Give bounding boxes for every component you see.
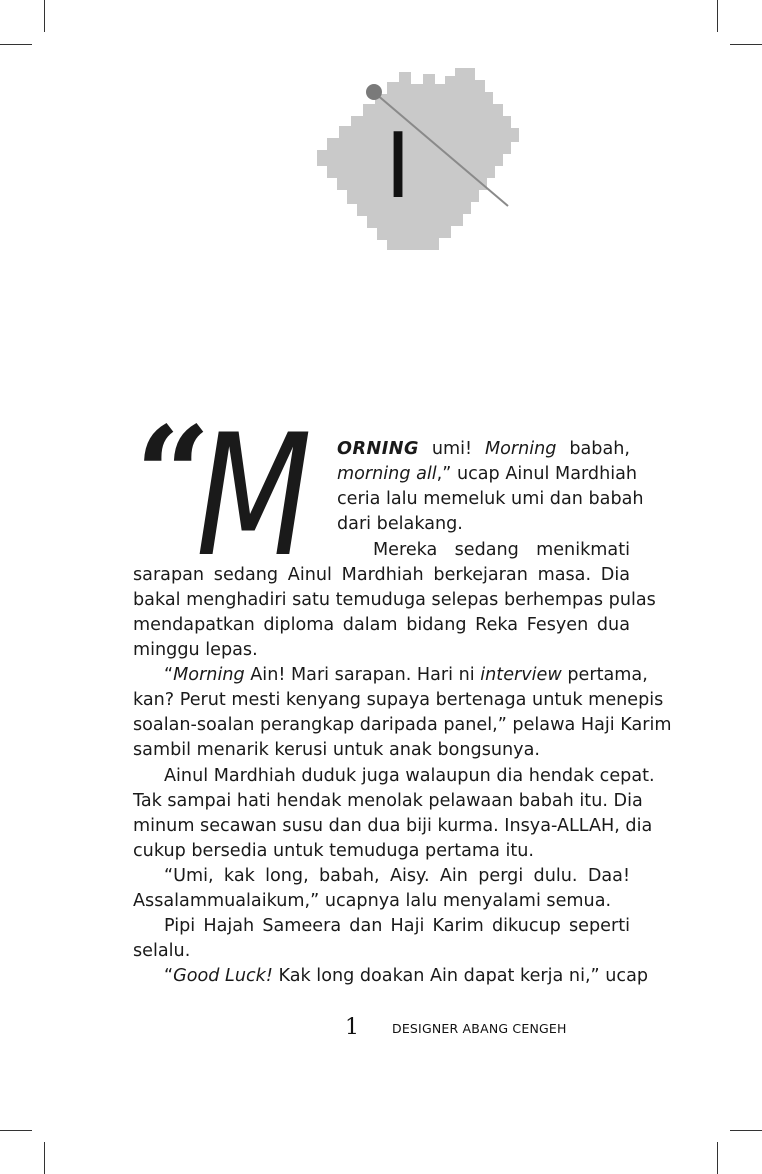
body-line: dari belakang.: [337, 514, 463, 534]
body-line: soalan-soalan perangkap daripada panel,” pelawa Haji Karim: [133, 715, 672, 735]
drop-cap-letter: M: [196, 398, 309, 594]
drop-cap-quote: “: [135, 398, 211, 553]
body-line: Ainul Mardhiah duduk juga walaupun dia hendak cepat.: [164, 766, 655, 786]
chapter-number: I: [384, 114, 412, 219]
body-line: cukup bersedia untuk temuduga pertama itu.: [133, 841, 534, 861]
body-line: “Umi, kak long, babah, Aisy. Ain pergi dulu. Daa!: [164, 866, 630, 886]
body-line: sarapan sedang Ainul Mardhiah berkejaran masa. Dia: [133, 565, 630, 585]
running-head: DESIGNER ABANG CENGEH: [392, 1021, 567, 1036]
body-line: kan? Perut mesti kenyang supaya bertenaga untuk menepis: [133, 690, 664, 710]
body-line: minggu lepas.: [133, 640, 258, 660]
body-line: “Good Luck! Kak long doakan Ain dapat kerja ni,” ucap: [164, 966, 649, 986]
crop-mark-bottom-left-h: [0, 1130, 32, 1131]
crop-mark-top-left-h: [0, 44, 32, 45]
body-line: selalu.: [133, 941, 191, 961]
crop-mark-top-right: [717, 0, 718, 32]
body-line: ORNING umi! Morning babah,: [337, 439, 630, 459]
crop-mark-top-right-h: [730, 44, 762, 45]
body-line: “Morning Ain! Mari sarapan. Hari ni interview pertama,: [164, 665, 648, 685]
body-line: bakal menghadiri satu temuduga selepas berhempas pulas: [133, 590, 656, 610]
body-line: morning all,” ucap Ainul Mardhiah: [337, 464, 638, 484]
body-line: mendapatkan diploma dalam bidang Reka Fesyen dua: [133, 615, 630, 635]
crop-mark-bottom-right: [717, 1142, 718, 1174]
crop-mark-bottom-left: [44, 1142, 45, 1174]
body-line: ceria lalu memeluk umi dan babah: [337, 489, 644, 509]
body-line: Pipi Hajah Sameera dan Haji Karim dikucup seperti: [164, 916, 630, 936]
body-line: Tak sampai hati hendak menolak pelawaan babah itu. Dia: [133, 791, 643, 811]
body-line: Assalammualaikum,” ucapnya lalu menyalami semua.: [133, 891, 612, 911]
body-line: sambil menarik kerusi untuk anak bongsunya.: [133, 740, 540, 760]
pin-head: [366, 84, 382, 100]
crop-mark-bottom-right-h: [730, 1130, 762, 1131]
body-line: minum secawan susu dan dua biji kurma. Insya-ALLAH, dia: [133, 816, 653, 836]
page-number: 1: [345, 1015, 359, 1040]
crop-mark-top-left: [44, 0, 45, 32]
body-line: Mereka sedang menikmati: [373, 540, 630, 560]
